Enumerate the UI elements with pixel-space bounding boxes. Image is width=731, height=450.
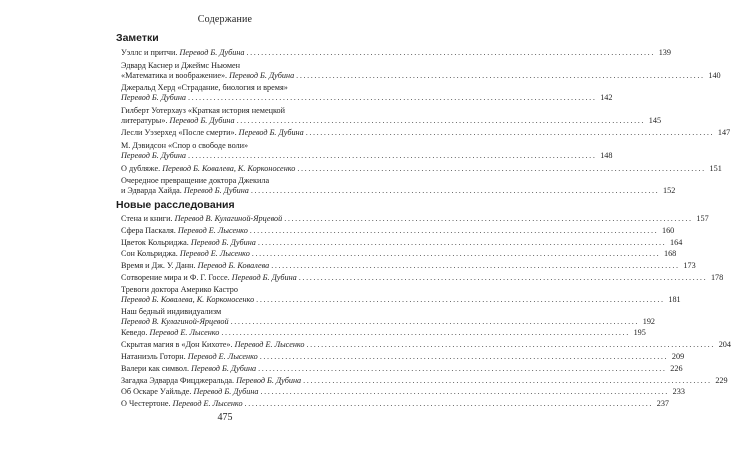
toc-entry-line bbox=[121, 387, 685, 397]
toc-entry-text bbox=[121, 48, 245, 58]
section-title-notes: Заметки bbox=[116, 32, 159, 44]
toc-entry[interactable] bbox=[121, 375, 728, 386]
toc-page-number: 145 bbox=[648, 115, 662, 125]
toc-page-number: 168 bbox=[663, 249, 677, 259]
toc-entry-text bbox=[121, 116, 235, 126]
toc-entry-text bbox=[121, 352, 258, 362]
toc-list-notes bbox=[121, 48, 731, 199]
toc-page-number: 142 bbox=[600, 93, 613, 103]
toc-leader-dots bbox=[284, 214, 692, 224]
toc-page-number: 178 bbox=[710, 272, 724, 282]
toc-entry[interactable] bbox=[121, 399, 669, 409]
toc-entry-text bbox=[121, 128, 304, 138]
toc-entry-line bbox=[121, 261, 696, 271]
toc-entry-line bbox=[121, 375, 728, 386]
toc-entry-translator: Перевод Б. Ковалева, К. Корконосенко bbox=[121, 294, 255, 304]
toc-entry-translator: Перевод Е. Лысенко bbox=[172, 399, 243, 409]
toc-entry-line bbox=[121, 249, 677, 259]
toc-entry-line bbox=[121, 399, 669, 409]
toc-entry-title: Джеральд Херд «Страдание, биология и время» bbox=[121, 83, 288, 93]
toc-entry-line bbox=[121, 363, 683, 374]
toc-entry[interactable] bbox=[121, 140, 613, 161]
toc-entry[interactable] bbox=[121, 60, 721, 81]
toc-entry-line bbox=[121, 307, 345, 317]
toc-entry-translator: Перевод Б. Ковалева bbox=[197, 261, 270, 271]
toc-entry-title: Стена и книги. bbox=[121, 214, 175, 223]
toc-entry[interactable] bbox=[121, 83, 613, 103]
toc-entry-translator: Перевод Е. Лысенко bbox=[177, 225, 248, 235]
toc-entry-line bbox=[121, 176, 345, 186]
toc-leader-dots bbox=[258, 238, 666, 248]
toc-entry-line bbox=[121, 186, 676, 196]
toc-entry-line bbox=[121, 328, 646, 338]
toc-entry-line bbox=[121, 141, 345, 151]
page-header: Содержание bbox=[197, 14, 253, 25]
toc-entry-title: М. Дэвидсон «Спор о свободе воли» bbox=[121, 140, 249, 150]
toc-entry-translator: Перевод Е. Лысенко bbox=[234, 340, 305, 350]
toc-entry-line bbox=[121, 237, 683, 248]
toc-entry-line bbox=[121, 93, 613, 103]
toc-entry-text bbox=[121, 399, 243, 409]
toc-page-number: 148 bbox=[600, 150, 613, 160]
toc-page-number: 139 bbox=[658, 48, 671, 57]
toc-entry-line bbox=[121, 106, 345, 116]
toc-entry-text bbox=[121, 249, 250, 259]
toc-leader-dots bbox=[307, 340, 715, 350]
toc-entry[interactable] bbox=[121, 163, 722, 174]
toc-entry-title: Лесли Уэзерхед «После смерти». bbox=[121, 128, 239, 138]
toc-entry-title: Тревоги доктора Америко Кастро bbox=[121, 284, 238, 294]
toc-entry[interactable] bbox=[121, 306, 656, 327]
toc-page-number: 209 bbox=[671, 351, 685, 361]
toc-entry-line bbox=[121, 214, 709, 224]
toc-entry-translator: Перевод Б. Дубина bbox=[191, 363, 257, 373]
toc-page-number: 147 bbox=[717, 128, 731, 138]
toc-entry-title: литературы». bbox=[121, 115, 170, 125]
toc-entry-title: Наш бедный индивидуализм bbox=[121, 306, 222, 316]
page-number: 475 bbox=[217, 412, 233, 423]
toc-entry-line bbox=[121, 285, 345, 295]
toc-entry-line bbox=[121, 294, 681, 305]
toc-entry-translator: Перевод Б. Дубина bbox=[169, 115, 235, 125]
toc-entry-title: «Математика и воображение». bbox=[121, 70, 230, 80]
toc-page-number: 157 bbox=[696, 214, 709, 223]
toc-entry-line bbox=[121, 150, 613, 161]
toc-leader-dots bbox=[188, 93, 596, 103]
toc-entry-title: Скрытая магия в «Дон Кихоте». bbox=[121, 340, 235, 350]
toc-leader-dots bbox=[247, 48, 655, 58]
toc-leader-dots bbox=[303, 376, 711, 386]
toc-entry-translator: Перевод Б. Дубина bbox=[229, 70, 295, 80]
toc-entry[interactable] bbox=[121, 363, 683, 374]
toc-entry-translator: Перевод Б. Дубина bbox=[238, 128, 304, 138]
toc-leader-dots bbox=[245, 399, 653, 409]
toc-list-new-investigations bbox=[121, 214, 731, 411]
toc-entry-text bbox=[121, 273, 297, 283]
toc-leader-dots bbox=[221, 328, 629, 338]
toc-entry-title: Сон Кольриджа. bbox=[121, 249, 180, 259]
toc-page-number: 164 bbox=[670, 237, 683, 247]
toc-entry[interactable] bbox=[121, 284, 681, 305]
toc-leader-dots bbox=[256, 295, 664, 305]
toc-leader-dots bbox=[237, 116, 645, 126]
toc-page-number: 204 bbox=[718, 340, 731, 350]
toc-leader-dots bbox=[188, 151, 596, 161]
toc-entry-line bbox=[121, 272, 724, 283]
toc-entry-text bbox=[121, 328, 219, 338]
toc-entry[interactable] bbox=[121, 48, 671, 58]
toc-entry-translator: Перевод Б. Дубина bbox=[231, 272, 297, 282]
toc-entry-text bbox=[121, 226, 248, 236]
toc-page-number: 233 bbox=[672, 387, 685, 397]
toc-entry-text bbox=[121, 151, 186, 161]
toc-entry-title: О дубляже. bbox=[121, 163, 163, 173]
toc-entry-line bbox=[121, 61, 345, 71]
toc-entry-line bbox=[121, 340, 731, 350]
toc-entry-text bbox=[121, 214, 282, 224]
toc-page-number: 151 bbox=[709, 163, 722, 173]
toc-entry-line bbox=[121, 70, 721, 81]
toc-entry-text bbox=[121, 295, 254, 305]
toc-entry-text bbox=[121, 261, 269, 271]
toc-entry-translator: Перевод Б. Дубина bbox=[183, 186, 249, 196]
toc-entry-translator: Перевод Б. Дубина bbox=[193, 387, 259, 397]
toc-page-number: 140 bbox=[708, 70, 721, 80]
toc-entry[interactable] bbox=[121, 351, 685, 362]
toc-entry-title: О Честертоне. bbox=[121, 399, 173, 409]
toc-entry-translator: Перевод Б. Дубина bbox=[179, 48, 245, 57]
toc-entry[interactable] bbox=[121, 272, 724, 283]
toc-leader-dots bbox=[261, 387, 669, 397]
toc-entry-line bbox=[121, 128, 731, 138]
toc-entry-line bbox=[121, 48, 671, 58]
toc-entry-title: Цветок Кольриджа. bbox=[121, 237, 191, 247]
toc-entry-translator: Перевод Е. Лысенко bbox=[179, 249, 250, 259]
toc-entry-translator: Перевод Б. Дубина bbox=[121, 93, 187, 103]
toc-entry-translator: Перевод Б. Дубина bbox=[190, 237, 256, 247]
toc-entry-translator: Перевод Б. Дубина bbox=[236, 375, 302, 385]
toc-entry-title: и Эдварда Хайда. bbox=[121, 186, 184, 196]
toc-entry[interactable] bbox=[121, 387, 685, 397]
toc-entry-translator: Перевод В. Кулагиной-Ярцевой bbox=[121, 316, 229, 326]
toc-entry[interactable] bbox=[121, 340, 731, 350]
section-title-new-investigations: Новые расследования bbox=[116, 199, 235, 211]
toc-leader-dots bbox=[296, 71, 704, 81]
toc-entry-title: Очередное превращение доктора Джекила bbox=[121, 176, 270, 186]
toc-page-number: 226 bbox=[670, 363, 683, 373]
toc-leader-dots bbox=[250, 226, 658, 236]
toc-entry-line bbox=[121, 351, 685, 362]
toc-entry-line bbox=[121, 115, 662, 126]
toc-entry-line bbox=[121, 83, 345, 93]
toc-entry-text bbox=[121, 93, 186, 103]
toc-entry[interactable] bbox=[121, 176, 676, 196]
toc-page-number: 192 bbox=[642, 316, 656, 326]
toc-entry-title: Эдвард Каснер и Джеймс Ньюмен bbox=[121, 60, 241, 70]
toc-entry[interactable] bbox=[121, 328, 646, 338]
toc-entry-line bbox=[121, 316, 656, 327]
toc-leader-dots bbox=[299, 273, 707, 283]
toc-entry-title: Кеведо. bbox=[121, 328, 150, 338]
toc-page-number: 237 bbox=[656, 399, 669, 409]
toc-page-number: 160 bbox=[661, 225, 675, 235]
toc-entry-title: Валери как символ. bbox=[121, 363, 192, 373]
toc-entry-title: Гилберт Уотерхауз «Краткая история немецкой bbox=[121, 105, 285, 115]
toc-entry-translator: Перевод Б. Ковалева, К. Корконосенко bbox=[162, 163, 296, 173]
toc-entry-translator: Перевод Е. Лысенко bbox=[187, 351, 258, 361]
toc-entry-text bbox=[121, 364, 256, 374]
toc-entry-title: Время и Дж. У. Данн. bbox=[121, 261, 198, 271]
toc-entry[interactable] bbox=[121, 128, 731, 138]
toc-entry[interactable] bbox=[121, 249, 677, 259]
toc-entry-text bbox=[121, 71, 294, 81]
toc-entry-title: Натаниэль Готорн. bbox=[121, 351, 188, 361]
toc-entry-line bbox=[121, 163, 722, 174]
toc-entry-text bbox=[121, 376, 301, 386]
toc-entry-text bbox=[121, 164, 295, 174]
toc-entry-text bbox=[121, 317, 229, 327]
toc-leader-dots bbox=[258, 364, 666, 374]
toc-entry-text bbox=[121, 340, 305, 350]
toc-page-number: 195 bbox=[633, 328, 646, 338]
toc-page-number: 181 bbox=[668, 294, 681, 304]
toc-entry-title: Уэллс и притчи. bbox=[121, 48, 180, 57]
toc-entry-translator: Перевод Е. Лысенко bbox=[149, 328, 220, 338]
toc-entry-title: Об Оскаре Уайльде. bbox=[121, 387, 194, 397]
toc-entry-translator: Перевод Б. Дубина bbox=[121, 150, 187, 160]
toc-entry-line bbox=[121, 225, 675, 236]
toc-leader-dots bbox=[306, 128, 714, 138]
toc-entry-text bbox=[121, 238, 256, 248]
toc-leader-dots bbox=[297, 164, 705, 174]
toc-entry[interactable] bbox=[121, 237, 683, 248]
toc-entry-text bbox=[121, 387, 259, 397]
toc-entry[interactable] bbox=[121, 214, 709, 224]
toc-page-number: 152 bbox=[663, 186, 676, 196]
toc-entry-text bbox=[121, 186, 249, 196]
toc-leader-dots bbox=[260, 352, 668, 362]
toc-leader-dots bbox=[271, 261, 679, 271]
toc-entry-title: Загадка Эдварда Фицджеральда. bbox=[121, 375, 237, 385]
toc-entry[interactable] bbox=[121, 261, 696, 271]
toc-entry-translator: Перевод В. Кулагиной-Ярцевой bbox=[174, 214, 283, 223]
toc-leader-dots bbox=[231, 317, 639, 327]
toc-leader-dots bbox=[252, 249, 660, 259]
toc-page-number: 229 bbox=[715, 375, 728, 385]
toc-entry[interactable] bbox=[121, 225, 675, 236]
toc-entry-title: Сотворение мира и Ф. Г. Госсе. bbox=[121, 272, 232, 282]
toc-leader-dots bbox=[251, 186, 659, 196]
toc-entry-title: Сфера Паскаля. bbox=[121, 225, 178, 235]
toc-entry[interactable] bbox=[121, 105, 662, 126]
toc-page-number: 173 bbox=[683, 261, 696, 271]
